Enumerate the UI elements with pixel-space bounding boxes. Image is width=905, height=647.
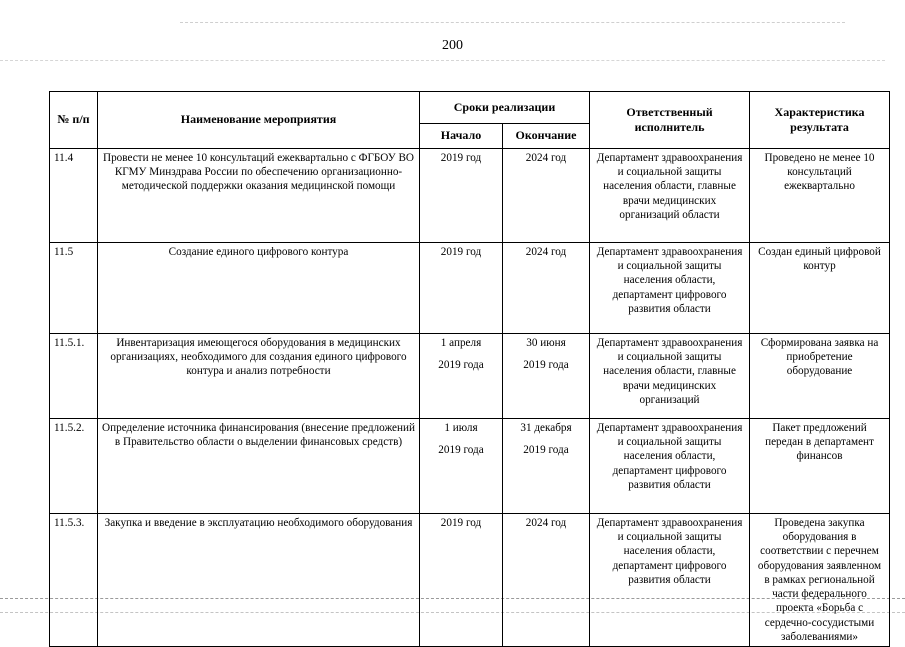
table-row — [50, 419, 890, 514]
row-result: Проведено не менее 10 консультаций ежеквартально — [750, 149, 890, 243]
row-end-line1: 31 декабря — [520, 422, 572, 434]
row-responsible: Департамент здравоохранения и социальной защиты населения области, главные врачи медицинских организаций — [590, 334, 750, 419]
row-end — [503, 419, 590, 514]
row-start — [420, 243, 503, 334]
table-row — [50, 243, 890, 334]
row-result: Пакет предложений передан в департамент финансов — [750, 419, 890, 514]
row-name: Определение источника финансирования (внесение предложений в Правительство области о выделении финансовых средств) — [98, 419, 420, 514]
row-result: Сформирована заявка на приобретение оборудование — [750, 334, 890, 419]
row-end — [503, 514, 590, 647]
row-result: Создан единый цифровой контур — [750, 243, 890, 334]
scan-artifact-line — [0, 60, 885, 62]
row-end-line1: 2024 год — [525, 517, 567, 529]
row-responsible: Департамент здравоохранения и социальной защиты населения области, департамент цифрового развития области — [590, 419, 750, 514]
row-num: 11.5.2. — [50, 419, 98, 514]
row-num: 11.5.3. — [50, 514, 98, 647]
row-end-line1: 2024 год — [525, 152, 567, 164]
page-number: 200 — [442, 38, 463, 53]
header-responsible: Ответственный исполнитель — [590, 92, 750, 149]
row-end — [503, 243, 590, 334]
row-num: 11.4 — [50, 149, 98, 243]
row-responsible: Департамент здравоохранения и социальной защиты населения области, департамент цифрового развития области — [590, 514, 750, 647]
row-start-line2: 2019 года — [438, 359, 484, 372]
row-end-line2: 2019 года — [523, 359, 569, 372]
row-name: Провести не менее 10 консультаций ежеквартально с ФГБОУ ВО КГМУ Минздрава России по обеспечению организационно-методической поддержки оказания медицинской помощи — [98, 149, 420, 243]
header-period: Сроки реализации — [420, 92, 590, 124]
row-start-line2: 2019 года — [438, 444, 484, 457]
row-start — [420, 334, 503, 419]
row-start-line1: 2019 год — [440, 246, 482, 258]
row-end — [503, 334, 590, 419]
row-num: 11.5 — [50, 243, 98, 334]
row-name: Закупка и введение в эксплуатацию необходимого оборудования — [98, 514, 420, 647]
row-end-line2: 2019 года — [523, 444, 569, 457]
header-end: Окончание — [503, 124, 590, 149]
row-name: Инвентаризация имеющегося оборудования в медицинских организациях, необходимого для создания единого цифрового контура и анализ потребности — [98, 334, 420, 419]
table-row — [50, 149, 890, 243]
table-row — [50, 514, 890, 647]
row-end-line1: 2024 год — [525, 246, 567, 258]
row-end-line1: 30 июня — [526, 337, 566, 349]
row-start — [420, 514, 503, 647]
table-row — [50, 334, 890, 419]
row-start-line1: 1 июля — [444, 422, 478, 434]
scan-artifact-line — [180, 22, 845, 24]
header-start: Начало — [420, 124, 503, 149]
row-result: Проведена закупка оборудования в соответствии с перечнем оборудования заявленном в рамках региональной части федерального проекта «Борьба с сердечно-сосудистыми заболеваниями» — [750, 514, 890, 647]
header-name: Наименование мероприятия — [98, 92, 420, 149]
row-name: Создание единого цифрового контура — [98, 243, 420, 334]
row-start-line1: 2019 год — [440, 152, 482, 164]
row-responsible: Департамент здравоохранения и социальной защиты населения области, главные врачи медицинских организаций области — [590, 149, 750, 243]
header-result: Характеристика результата — [750, 92, 890, 149]
row-end — [503, 149, 590, 243]
row-start — [420, 419, 503, 514]
row-start-line1: 1 апреля — [440, 337, 482, 349]
activities-table — [49, 91, 890, 647]
row-responsible: Департамент здравоохранения и социальной защиты населения области, департамент цифрового развития области — [590, 243, 750, 334]
header-num: № п/п — [50, 92, 98, 149]
row-start — [420, 149, 503, 243]
row-start-line1: 2019 год — [440, 517, 482, 529]
row-num: 11.5.1. — [50, 334, 98, 419]
